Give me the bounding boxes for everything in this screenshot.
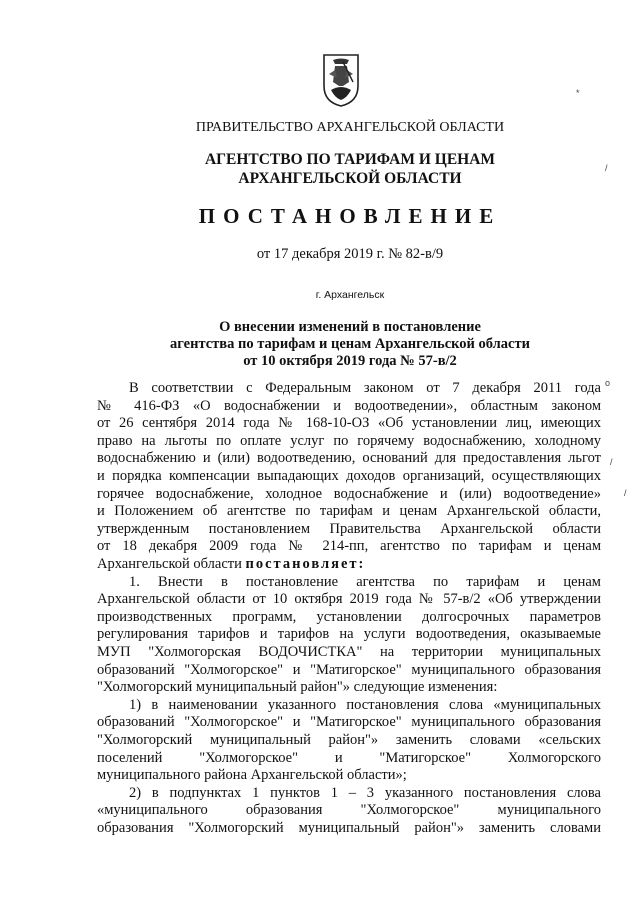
agency-line: АГЕНТСТВО ПО ТАРИФАМ И ЦЕНАМ	[204, 151, 496, 168]
text-line: «муниципального образования "Холмогорское" муниципального	[97, 802, 601, 819]
document-date-number: от 17 декабря 2019 г. № 82-в/9	[256, 246, 444, 262]
text-line: муниципального района Архангельской области»;	[97, 767, 407, 784]
text-fragment: Архангельской области	[97, 555, 246, 572]
text-line: В соответствии с Федеральным законом от 7 декабря 2011 года	[129, 380, 601, 396]
resolves-word: постановляет:	[245, 555, 366, 572]
margin-mark: /	[610, 457, 613, 467]
text-line: образований "Холмогорское" и "Матигорское" муниципального образования	[97, 714, 601, 731]
text-line: 2) в подпунктах 1 пунктов 1 – 3 указанного постановления слова	[129, 784, 601, 801]
text-line: поселений "Холмогорское" и "Матигорское" Холмогорского	[97, 749, 601, 766]
agency-line: АРХАНГЕЛЬСКОЙ ОБЛАСТИ	[238, 170, 462, 187]
text-line: водоснабжению и (или) водоотведению, оснований для предоставления льгот	[97, 450, 601, 467]
text-line: МУП "Холмогорская ВОДОЧИСТКА" на территории муниципальных	[97, 643, 601, 660]
text-line: и Положением об агентстве по тарифам и ценам Архангельской области,	[97, 503, 601, 520]
margin-mark: *	[576, 88, 580, 98]
text-line: 1) в наименовании указанного постановления слова «муниципальных	[129, 696, 601, 713]
document-city: г. Архангельск	[315, 289, 385, 301]
coat-of-arms-icon	[321, 52, 361, 108]
item-1-paragraph	[97, 574, 601, 697]
text-line: от 18 декабря 2009 года № 214-пп, агентство по тарифам и ценам	[97, 538, 601, 555]
text-line: производственных программ, установлении долгосрочных параметров	[97, 608, 601, 625]
text-line: от 26 сентября 2014 года № 168-10-ОЗ «Об установлении лиц, имеющих	[97, 415, 601, 432]
agency-name	[0, 150, 640, 188]
preamble-paragraph	[97, 380, 601, 574]
margin-mark: о	[605, 378, 611, 388]
text-line: образования "Холмогорский муниципальный район"» заменить словами	[97, 819, 601, 836]
subject-line: О внесении изменений в постановление	[219, 319, 481, 335]
text-line: Архангельской области от 10 октября 2019 года № 57-в/2 «Об утверждении	[97, 591, 601, 608]
text-line: право на льготы по оплате услуг по горячему водоснабжению, холодному	[97, 432, 601, 449]
subject-line: агентства по тарифам и ценам Архангельской области	[170, 336, 530, 352]
item-1-2-paragraph	[97, 785, 601, 838]
text-line: регулирования тарифов и тарифов на услуги водоотведения, оказываемые	[97, 626, 601, 643]
government-name: ПРАВИТЕЛЬСТВО АРХАНГЕЛЬСКОЙ ОБЛАСТИ	[195, 120, 505, 135]
subject-line: от 10 октября 2019 года № 57-в/2	[243, 353, 457, 369]
document-type: ПОСТАНОВЛЕНИЕ	[198, 204, 502, 228]
text-line: утвержденным постановлением Правительства Архангельской области	[97, 520, 601, 537]
text-line: образований "Холмогорское" и "Матигорское" муниципального образования	[97, 661, 601, 678]
margin-mark: /	[605, 163, 608, 173]
text-line: № 416-ФЗ «О водоснабжении и водоотведении», областным законом	[97, 397, 601, 414]
document-subject	[0, 319, 640, 370]
text-line: "Холмогорский муниципальный район"» следующие изменения:	[97, 679, 498, 696]
text-line	[97, 556, 601, 574]
text-line: и порядка компенсации выпадающих доходов организаций, осуществляющих	[97, 467, 601, 484]
item-1-1-paragraph	[97, 697, 601, 785]
margin-mark: /	[624, 488, 627, 498]
text-line: горячее водоснабжение, холодное водоснабжение и (или) водоотведение»	[97, 485, 601, 502]
text-line: "Холмогорский муниципальный район"» заменить словами «сельских	[97, 731, 601, 748]
text-line: 1. Внести в постановление агентства по тарифам и ценам	[129, 573, 601, 590]
